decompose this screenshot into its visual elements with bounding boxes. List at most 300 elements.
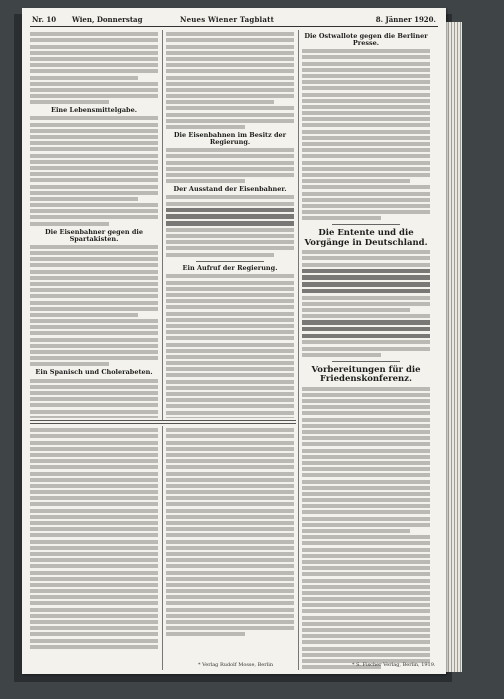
text-line bbox=[30, 331, 158, 335]
text-line bbox=[30, 166, 158, 170]
text-line bbox=[30, 465, 158, 469]
text-line bbox=[30, 116, 158, 120]
text-line bbox=[30, 379, 158, 383]
text-line bbox=[30, 325, 158, 329]
text-line bbox=[166, 324, 294, 328]
text-line bbox=[30, 571, 158, 575]
text-line bbox=[302, 548, 430, 552]
text-line bbox=[302, 289, 430, 294]
text-line bbox=[302, 653, 430, 657]
text-line bbox=[302, 111, 430, 115]
text-line bbox=[166, 490, 294, 494]
text-line bbox=[302, 387, 430, 391]
feuilleton-rule bbox=[30, 423, 296, 424]
text-line bbox=[302, 405, 430, 409]
text-line bbox=[302, 393, 430, 397]
section-divider bbox=[196, 261, 264, 262]
text-line bbox=[166, 228, 294, 232]
text-line bbox=[302, 99, 430, 103]
text-line bbox=[30, 428, 158, 432]
text-line bbox=[302, 634, 430, 638]
text-line bbox=[30, 185, 158, 189]
text-line bbox=[302, 148, 430, 152]
text-line bbox=[166, 32, 294, 36]
text-line bbox=[302, 591, 430, 595]
text-line bbox=[166, 398, 294, 402]
text-line bbox=[166, 38, 294, 42]
text-line bbox=[166, 571, 294, 575]
text-line bbox=[30, 282, 158, 286]
article-column-2 bbox=[166, 30, 294, 418]
article-column-3 bbox=[302, 30, 430, 670]
text-line bbox=[302, 185, 430, 189]
text-line bbox=[166, 106, 294, 110]
article-heading: Die Eisenbahnen im Besitz der Regierung. bbox=[173, 131, 287, 146]
text-line bbox=[302, 256, 430, 260]
text-line bbox=[302, 296, 430, 300]
text-line bbox=[302, 535, 430, 539]
text-line bbox=[30, 294, 158, 298]
text-line bbox=[166, 246, 294, 250]
text-line bbox=[166, 626, 294, 630]
text-line bbox=[302, 622, 430, 626]
text-line bbox=[30, 478, 158, 482]
article-heading: Die Ostwallote gegen die Berliner Presse. bbox=[304, 32, 428, 47]
text-line bbox=[302, 418, 430, 422]
text-line bbox=[30, 344, 158, 348]
text-line bbox=[30, 614, 158, 618]
text-line bbox=[30, 608, 158, 612]
text-line bbox=[30, 540, 158, 544]
text-line bbox=[166, 595, 294, 599]
text-line bbox=[166, 119, 294, 123]
text-line bbox=[30, 276, 158, 280]
text-line bbox=[30, 172, 158, 176]
text-line bbox=[30, 38, 158, 42]
text-line bbox=[166, 465, 294, 469]
text-line bbox=[30, 301, 158, 305]
text-line bbox=[302, 504, 430, 508]
text-line bbox=[166, 208, 294, 213]
text-line bbox=[302, 597, 430, 601]
article-heading: Der Ausstand der Eisenbahner. bbox=[173, 185, 287, 194]
text-line bbox=[30, 601, 158, 605]
text-line bbox=[30, 350, 158, 354]
text-line bbox=[166, 411, 294, 415]
text-line bbox=[166, 472, 294, 476]
article-heading: Die Eisenbahner gegen die Spartakisten. bbox=[45, 227, 143, 243]
text-line bbox=[302, 560, 430, 564]
text-line bbox=[166, 367, 294, 371]
text-line bbox=[302, 269, 430, 274]
text-line bbox=[166, 221, 294, 226]
text-line bbox=[166, 299, 294, 303]
text-line bbox=[302, 461, 430, 465]
text-line bbox=[166, 253, 274, 257]
text-line bbox=[166, 434, 294, 438]
issue-date: 8. Jänner 1920. bbox=[375, 15, 436, 24]
text-line bbox=[30, 123, 158, 127]
text-line bbox=[30, 100, 109, 104]
text-line bbox=[166, 509, 294, 513]
text-line bbox=[166, 583, 294, 587]
text-line bbox=[166, 533, 294, 537]
text-line bbox=[166, 214, 294, 219]
text-line bbox=[30, 178, 158, 182]
text-line bbox=[302, 179, 410, 183]
text-line bbox=[30, 32, 158, 36]
text-line bbox=[166, 57, 294, 61]
text-line bbox=[30, 338, 158, 342]
text-line bbox=[30, 639, 158, 643]
text-line bbox=[302, 263, 430, 267]
text-line bbox=[30, 645, 158, 649]
text-line bbox=[302, 572, 430, 576]
text-line bbox=[30, 141, 158, 145]
text-line bbox=[166, 100, 274, 104]
newspaper-title: Neues Wiener Tagblatt bbox=[180, 15, 275, 24]
text-line bbox=[30, 391, 158, 395]
text-line bbox=[302, 161, 430, 165]
text-line bbox=[166, 240, 294, 244]
text-line bbox=[302, 585, 430, 589]
text-line bbox=[302, 136, 430, 140]
text-line bbox=[30, 45, 158, 49]
text-line bbox=[302, 142, 430, 146]
text-line bbox=[302, 616, 430, 620]
text-line bbox=[30, 51, 158, 55]
feuilleton-column-2 bbox=[166, 426, 294, 670]
text-line bbox=[30, 434, 158, 438]
text-line bbox=[302, 436, 430, 440]
article-heading: Ein Aufruf der Regierung. bbox=[182, 264, 278, 273]
text-line bbox=[166, 330, 294, 334]
publisher-credit: * Verlag Rudolf Mosse, Berlin bbox=[198, 662, 274, 668]
text-line bbox=[30, 63, 158, 67]
text-line bbox=[30, 459, 158, 463]
text-line bbox=[302, 173, 430, 177]
text-line bbox=[166, 336, 294, 340]
text-line bbox=[166, 502, 294, 506]
text-line bbox=[166, 45, 294, 49]
text-line bbox=[30, 397, 158, 401]
text-line bbox=[302, 347, 430, 351]
text-line bbox=[302, 473, 430, 477]
text-line bbox=[30, 313, 138, 317]
text-line bbox=[302, 198, 430, 202]
text-line bbox=[166, 195, 294, 199]
text-line bbox=[302, 80, 430, 84]
text-line bbox=[30, 270, 158, 274]
text-line bbox=[30, 558, 158, 562]
text-line bbox=[302, 210, 430, 214]
text-line bbox=[30, 160, 158, 164]
text-line bbox=[30, 263, 158, 267]
text-line bbox=[166, 373, 294, 377]
text-line bbox=[302, 117, 430, 121]
text-line bbox=[302, 314, 430, 318]
column-rule bbox=[162, 30, 163, 420]
text-line bbox=[302, 455, 430, 459]
text-line bbox=[166, 459, 294, 463]
text-line bbox=[30, 441, 158, 445]
text-line bbox=[30, 626, 158, 630]
page-header bbox=[30, 14, 438, 27]
text-line bbox=[302, 204, 430, 208]
text-line bbox=[302, 529, 410, 533]
text-line bbox=[30, 447, 158, 451]
text-line bbox=[302, 62, 430, 66]
text-line bbox=[30, 245, 158, 249]
text-line bbox=[166, 161, 294, 165]
text-line bbox=[166, 355, 294, 359]
text-line bbox=[302, 486, 430, 490]
text-line bbox=[302, 167, 430, 171]
text-line bbox=[166, 558, 294, 562]
text-line bbox=[30, 215, 158, 219]
text-line bbox=[30, 251, 158, 255]
text-line bbox=[302, 566, 430, 570]
text-line bbox=[302, 74, 430, 78]
text-line bbox=[30, 191, 158, 195]
text-line bbox=[166, 632, 245, 636]
text-line bbox=[302, 430, 430, 434]
text-line bbox=[166, 601, 294, 605]
text-line bbox=[302, 554, 430, 558]
text-line bbox=[166, 173, 294, 177]
text-line bbox=[166, 51, 294, 55]
article-heading: Eine Lebensmittelgabe. bbox=[51, 106, 137, 115]
text-line bbox=[302, 327, 430, 332]
text-line bbox=[166, 312, 294, 316]
article-heading: Ein Spanisch und Cholerabeten. bbox=[35, 368, 153, 377]
text-line bbox=[30, 147, 158, 151]
text-line bbox=[302, 154, 430, 158]
text-line bbox=[302, 49, 430, 53]
text-line bbox=[30, 484, 158, 488]
place-and-day: Wien, Donnerstag bbox=[72, 15, 143, 24]
text-line bbox=[166, 552, 294, 556]
text-line bbox=[166, 417, 294, 418]
text-line bbox=[302, 340, 430, 344]
text-line bbox=[302, 640, 430, 644]
text-line bbox=[30, 583, 158, 587]
text-line bbox=[30, 385, 158, 389]
text-line bbox=[166, 287, 294, 291]
text-line bbox=[302, 628, 430, 632]
text-line bbox=[302, 302, 430, 306]
text-line bbox=[30, 222, 109, 226]
text-line bbox=[166, 69, 294, 73]
text-line bbox=[166, 167, 294, 171]
text-line bbox=[302, 579, 430, 583]
text-line bbox=[30, 203, 158, 207]
text-line bbox=[30, 362, 109, 366]
newspaper-page bbox=[22, 8, 446, 674]
text-line bbox=[166, 392, 294, 396]
text-line bbox=[166, 179, 245, 183]
text-line bbox=[166, 546, 294, 550]
text-line bbox=[30, 319, 158, 323]
text-line bbox=[166, 577, 294, 581]
text-line bbox=[166, 82, 294, 86]
text-line bbox=[166, 154, 294, 158]
text-line bbox=[302, 480, 430, 484]
text-line bbox=[166, 63, 294, 67]
text-line bbox=[302, 523, 430, 527]
text-line bbox=[30, 209, 158, 213]
text-line bbox=[302, 308, 410, 312]
text-line bbox=[30, 453, 158, 457]
text-line bbox=[166, 88, 294, 92]
text-line bbox=[302, 105, 430, 109]
text-line bbox=[166, 318, 294, 322]
text-line bbox=[166, 620, 294, 624]
text-line bbox=[30, 552, 158, 556]
text-line bbox=[166, 540, 294, 544]
text-line bbox=[30, 88, 158, 92]
text-line bbox=[166, 148, 294, 152]
text-line bbox=[302, 424, 430, 428]
text-line bbox=[166, 274, 294, 278]
text-line bbox=[30, 94, 158, 98]
text-line bbox=[302, 334, 430, 339]
text-line bbox=[302, 353, 381, 357]
text-line bbox=[166, 305, 294, 309]
section-divider bbox=[332, 224, 400, 225]
column-rule bbox=[162, 426, 163, 670]
text-line bbox=[302, 275, 430, 280]
text-line bbox=[302, 467, 430, 471]
text-line bbox=[302, 192, 430, 196]
text-line bbox=[302, 541, 430, 545]
text-line bbox=[302, 55, 430, 59]
text-line bbox=[302, 68, 430, 72]
page-number: Nr. 10 bbox=[32, 15, 57, 24]
text-line bbox=[30, 546, 158, 550]
text-line bbox=[166, 589, 294, 593]
text-line bbox=[30, 595, 158, 599]
text-line bbox=[166, 349, 294, 353]
text-line bbox=[166, 521, 294, 525]
text-line bbox=[166, 496, 294, 500]
text-line bbox=[166, 404, 294, 408]
text-line bbox=[166, 76, 294, 80]
text-line bbox=[30, 410, 158, 414]
text-line bbox=[302, 86, 430, 90]
text-line bbox=[166, 564, 294, 568]
text-line bbox=[166, 447, 294, 451]
text-line bbox=[302, 411, 430, 415]
text-line bbox=[30, 577, 158, 581]
text-line bbox=[166, 478, 294, 482]
text-line bbox=[302, 492, 430, 496]
text-line bbox=[30, 76, 138, 80]
text-line bbox=[30, 288, 158, 292]
text-line bbox=[302, 603, 430, 607]
text-line bbox=[166, 234, 294, 238]
text-line bbox=[166, 94, 294, 98]
text-line bbox=[302, 517, 430, 521]
text-line bbox=[166, 614, 294, 618]
text-line bbox=[302, 609, 430, 613]
text-line bbox=[302, 647, 430, 651]
text-line bbox=[30, 472, 158, 476]
text-line bbox=[30, 197, 138, 201]
text-line bbox=[302, 130, 430, 134]
text-line bbox=[30, 403, 158, 407]
text-line bbox=[30, 257, 158, 261]
text-line bbox=[302, 449, 430, 453]
text-line bbox=[166, 361, 294, 365]
text-line bbox=[30, 509, 158, 513]
text-line bbox=[30, 307, 158, 311]
text-line bbox=[302, 510, 430, 514]
text-line bbox=[30, 521, 158, 525]
text-line bbox=[30, 135, 158, 139]
text-line bbox=[166, 453, 294, 457]
text-line bbox=[302, 282, 430, 287]
text-line bbox=[166, 293, 294, 297]
text-line bbox=[302, 250, 430, 254]
article-heading: Vorbereitungen für die Friedenskonferenz. bbox=[311, 364, 421, 385]
text-line bbox=[302, 93, 430, 97]
section-divider bbox=[332, 361, 400, 362]
text-line bbox=[30, 632, 158, 636]
text-line bbox=[166, 386, 294, 390]
text-line bbox=[30, 533, 158, 537]
text-line bbox=[302, 216, 381, 220]
text-line bbox=[30, 515, 158, 519]
text-line bbox=[30, 154, 158, 158]
article-column-1 bbox=[30, 30, 158, 418]
text-line bbox=[166, 202, 294, 206]
text-line bbox=[302, 399, 430, 403]
text-line bbox=[30, 356, 158, 360]
text-line bbox=[302, 123, 430, 127]
text-line bbox=[30, 589, 158, 593]
text-line bbox=[30, 496, 158, 500]
text-line bbox=[30, 129, 158, 133]
text-line bbox=[166, 343, 294, 347]
text-line bbox=[166, 608, 294, 612]
text-line bbox=[166, 484, 294, 488]
text-line bbox=[166, 125, 245, 129]
text-line bbox=[30, 502, 158, 506]
feuilleton-column-1 bbox=[30, 426, 158, 670]
text-line bbox=[30, 57, 158, 61]
text-line bbox=[30, 490, 158, 494]
text-line bbox=[30, 82, 158, 86]
text-line bbox=[166, 428, 294, 432]
text-line bbox=[30, 564, 158, 568]
text-line bbox=[166, 527, 294, 531]
text-line bbox=[302, 498, 430, 502]
text-line bbox=[30, 416, 158, 418]
text-line bbox=[30, 69, 158, 73]
feuilleton-rule bbox=[30, 420, 296, 421]
text-line bbox=[30, 527, 158, 531]
publisher-credit: * S. Fischer Verlag, Berlin, 1919. bbox=[352, 662, 436, 668]
text-line bbox=[302, 320, 430, 325]
text-line bbox=[166, 441, 294, 445]
text-line bbox=[166, 113, 294, 117]
text-line bbox=[166, 380, 294, 384]
text-line bbox=[166, 281, 294, 285]
column-rule bbox=[298, 30, 299, 670]
text-line bbox=[30, 620, 158, 624]
text-line bbox=[302, 442, 430, 446]
